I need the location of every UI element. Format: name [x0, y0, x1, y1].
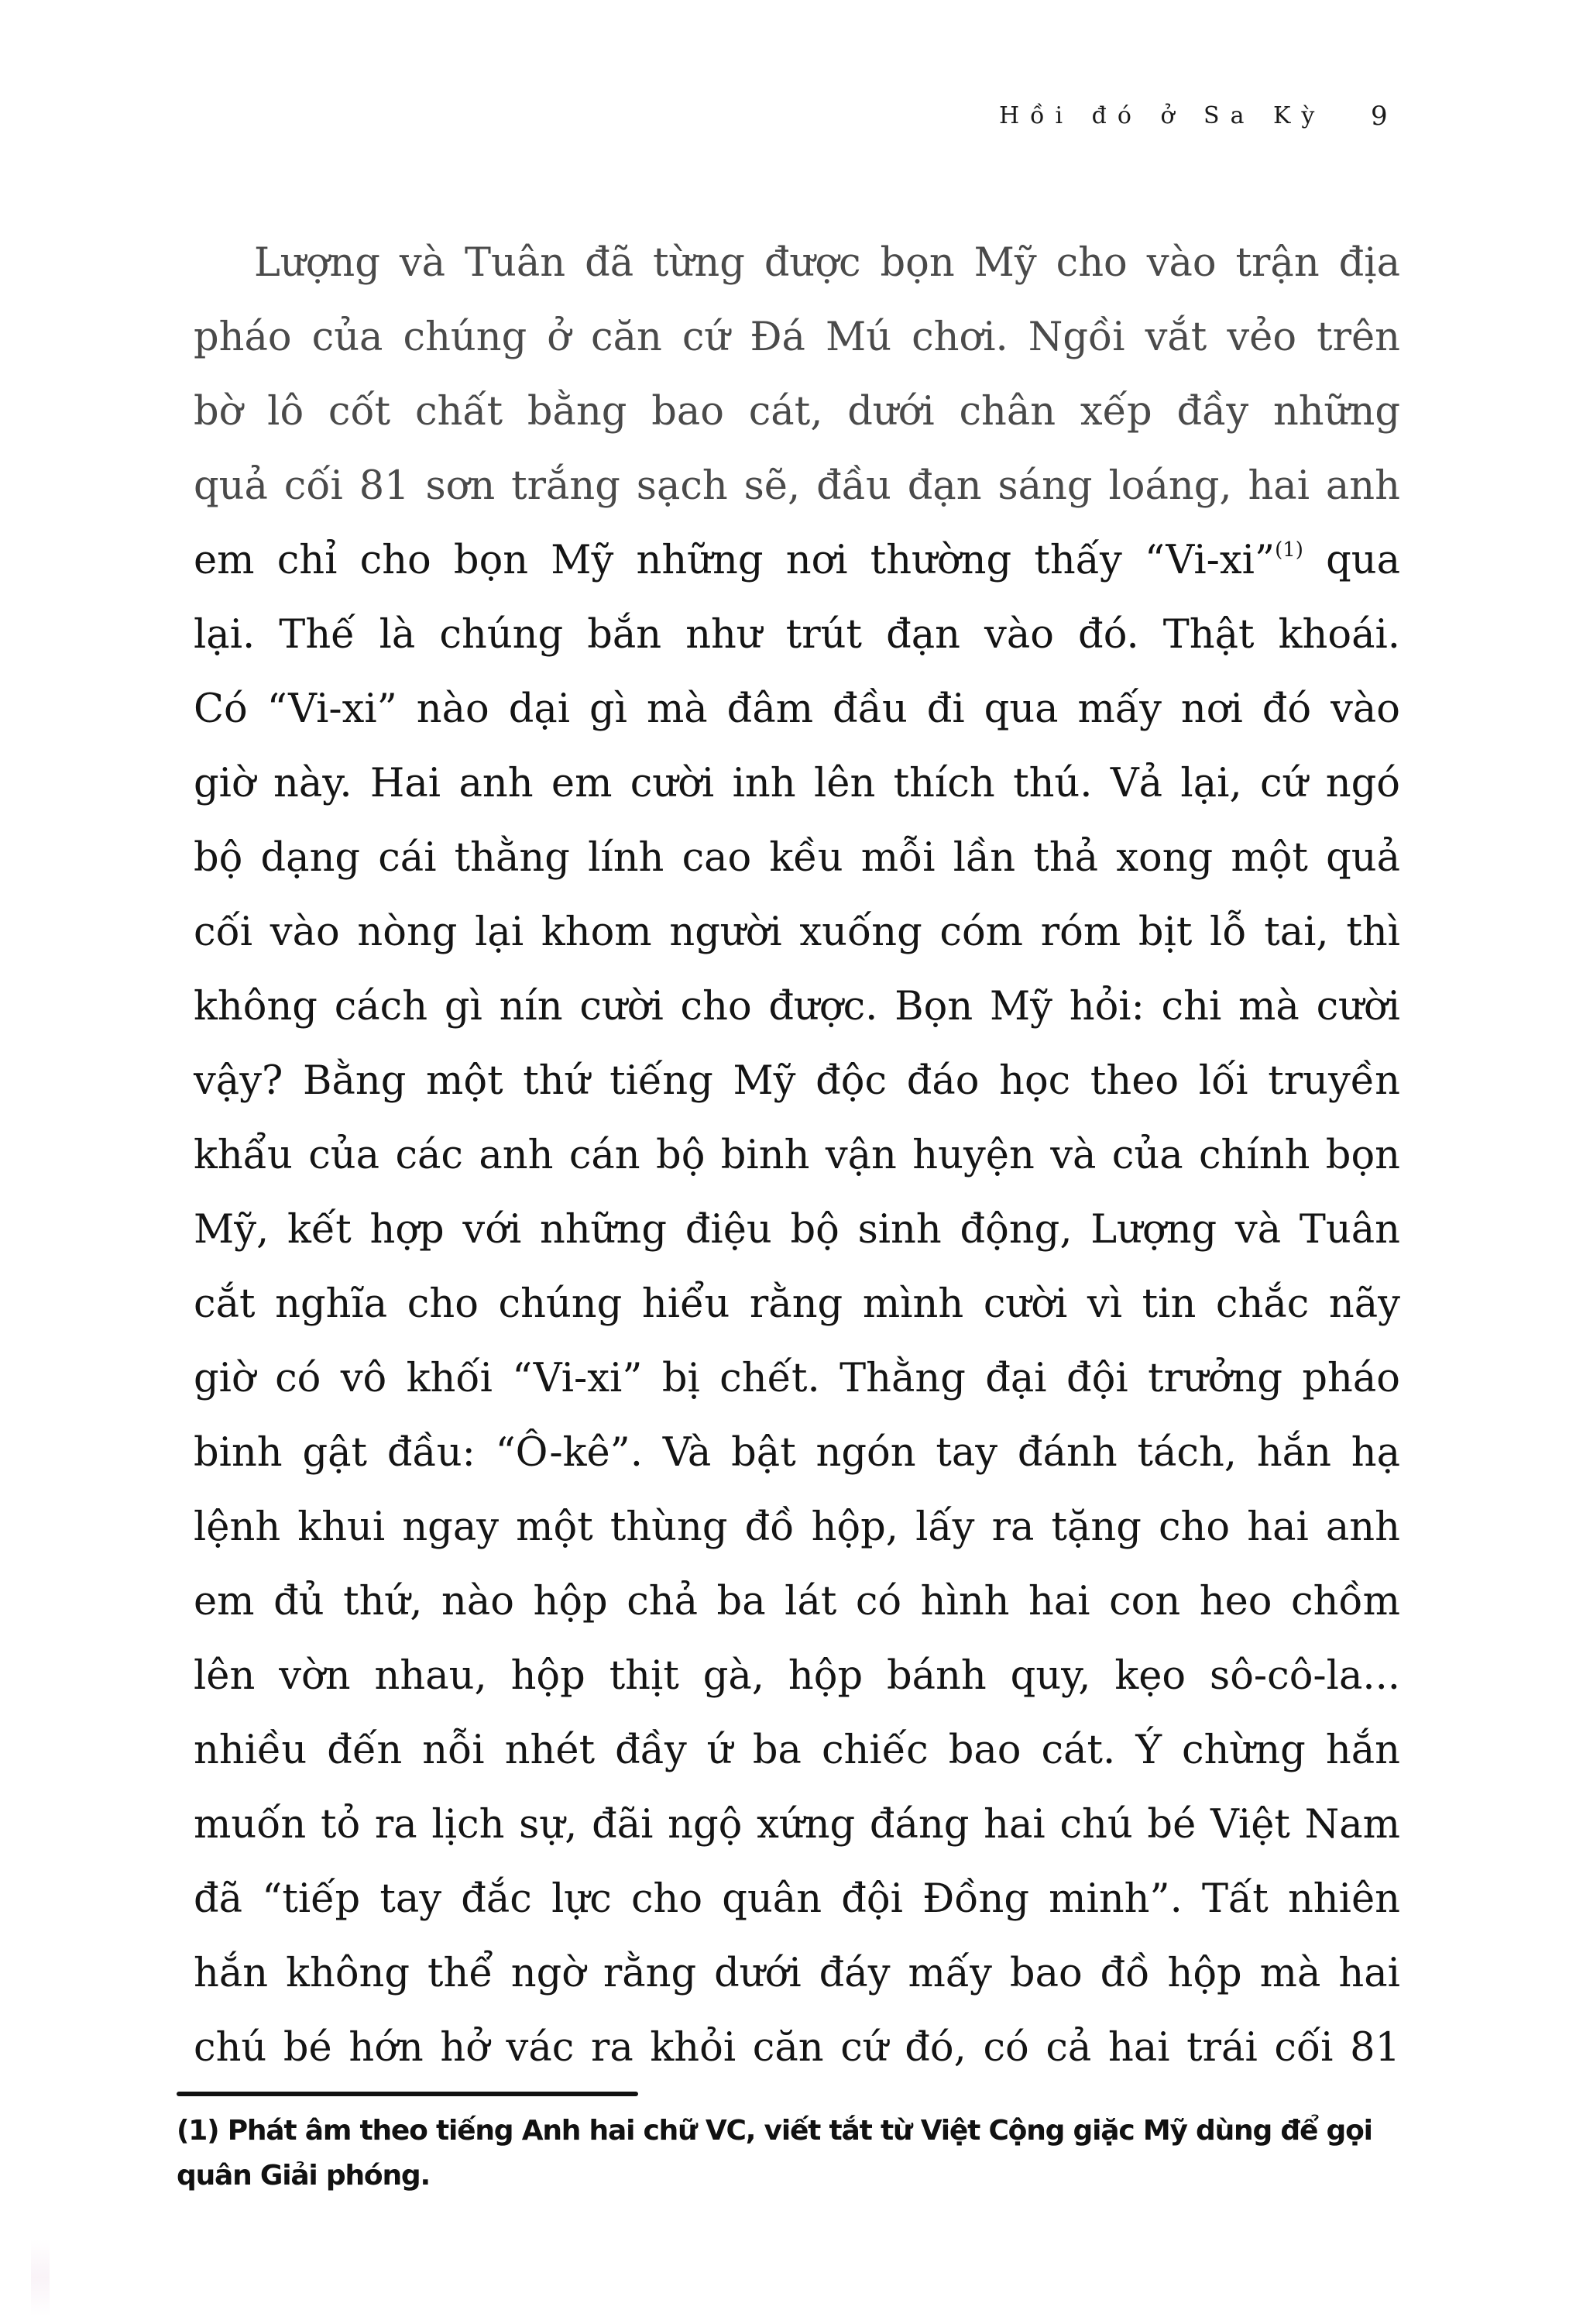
body-line: hắn không thể ngờ rằng dưới đáy mấy bao đồ hộp mà hai: [194, 1951, 1400, 1996]
running-header-title: Hồi đó ở Sa Kỳ: [999, 102, 1326, 129]
body-line-with-footnote-ref: [194, 524, 1400, 598]
body-line: binh gật đầu: “Ô-kê”. Và bật ngón tay đánh tách, hắn hạ: [194, 1430, 1400, 1476]
body-line: lên vờn nhau, hộp thịt gà, hộp bánh quy, kẹo sô-cô-la...: [194, 1653, 1400, 1699]
page-number: 9: [1371, 101, 1388, 132]
body-line: Lượng và Tuân đã từng được bọn Mỹ cho vào trận địa: [254, 240, 1400, 286]
footnote-line: (1) Phát âm theo tiếng Anh hai chữ VC, viết tắt từ Việt Cộng giặc Mỹ dùng để gọi: [177, 2115, 1372, 2147]
scan-artifact: [31, 2239, 50, 2316]
footnote-divider: [177, 2092, 638, 2096]
body-line: cối vào nòng lại khom người xuống cóm róm bịt lỗ tai, thì: [194, 909, 1400, 955]
body-line: Mỹ, kết hợp với những điệu bộ sinh động, Lượng và Tuân: [194, 1207, 1400, 1253]
body-line: giờ có vô khối “Vi-xi” bị chết. Thằng đại đội trưởng pháo: [194, 1356, 1400, 1401]
body-paragraph: [194, 226, 1400, 2085]
body-line: nhiều đến nỗi nhét đầy ứ ba chiếc bao cát. Ý chừng hắn: [194, 1728, 1400, 1773]
body-line: lại. Thế là chúng bắn như trút đạn vào đó. Thật khoái.: [194, 612, 1400, 658]
body-line: khẩu của các anh cán bộ binh vận huyện và của chính bọn: [194, 1133, 1400, 1178]
footnote-reference[interactable]: (1): [1275, 538, 1303, 562]
body-line: Có “Vi-xi” nào dại gì mà đâm đầu đi qua mấy nơi đó vào: [194, 686, 1400, 732]
body-line: bờ lô cốt chất bằng bao cát, dưới chân xếp đầy những: [194, 389, 1400, 435]
body-line: giờ này. Hai anh em cười inh lên thích thú. Vả lại, cứ ngó: [194, 761, 1400, 806]
body-line: đã “tiếp tay đắc lực cho quân đội Đồng minh”. Tất nhiên: [194, 1876, 1400, 1922]
footnote: [177, 2109, 1416, 2199]
body-line: quả cối 81 sơn trắng sạch sẽ, đầu đạn sáng loáng, hai anh: [194, 463, 1400, 509]
footnote-line: quân Giải phóng.: [177, 2160, 430, 2192]
body-line-tail: qua: [1326, 538, 1400, 583]
body-line: vậy? Bằng một thứ tiếng Mỹ độc đáo học theo lối truyền: [194, 1058, 1400, 1104]
body-line: không cách gì nín cười cho được. Bọn Mỹ hỏi: chi mà cười: [194, 984, 1400, 1030]
body-line: bộ dạng cái thằng lính cao kều mỗi lần thả xong một quả: [194, 835, 1400, 881]
body-line: muốn tỏ ra lịch sự, đãi ngộ xứng đáng hai chú bé Việt Nam: [194, 1802, 1400, 1848]
body-line: cắt nghĩa cho chúng hiểu rằng mình cười vì tin chắc nãy: [194, 1281, 1400, 1327]
body-line: em đủ thứ, nào hộp chả ba lát có hình hai con heo chồm: [194, 1579, 1400, 1624]
body-line-text: em chỉ cho bọn Mỹ những nơi thường thấy “Vi-xi”: [194, 538, 1276, 583]
body-line: chú bé hớn hở vác ra khỏi căn cứ đó, có cả hai trái cối 81: [194, 2025, 1400, 2071]
body-line: lệnh khui ngay một thùng đồ hộp, lấy ra tặng cho hai anh: [194, 1504, 1400, 1550]
body-line: pháo của chúng ở căn cứ Đá Mú chơi. Ngồi vắt vẻo trên: [194, 315, 1400, 360]
